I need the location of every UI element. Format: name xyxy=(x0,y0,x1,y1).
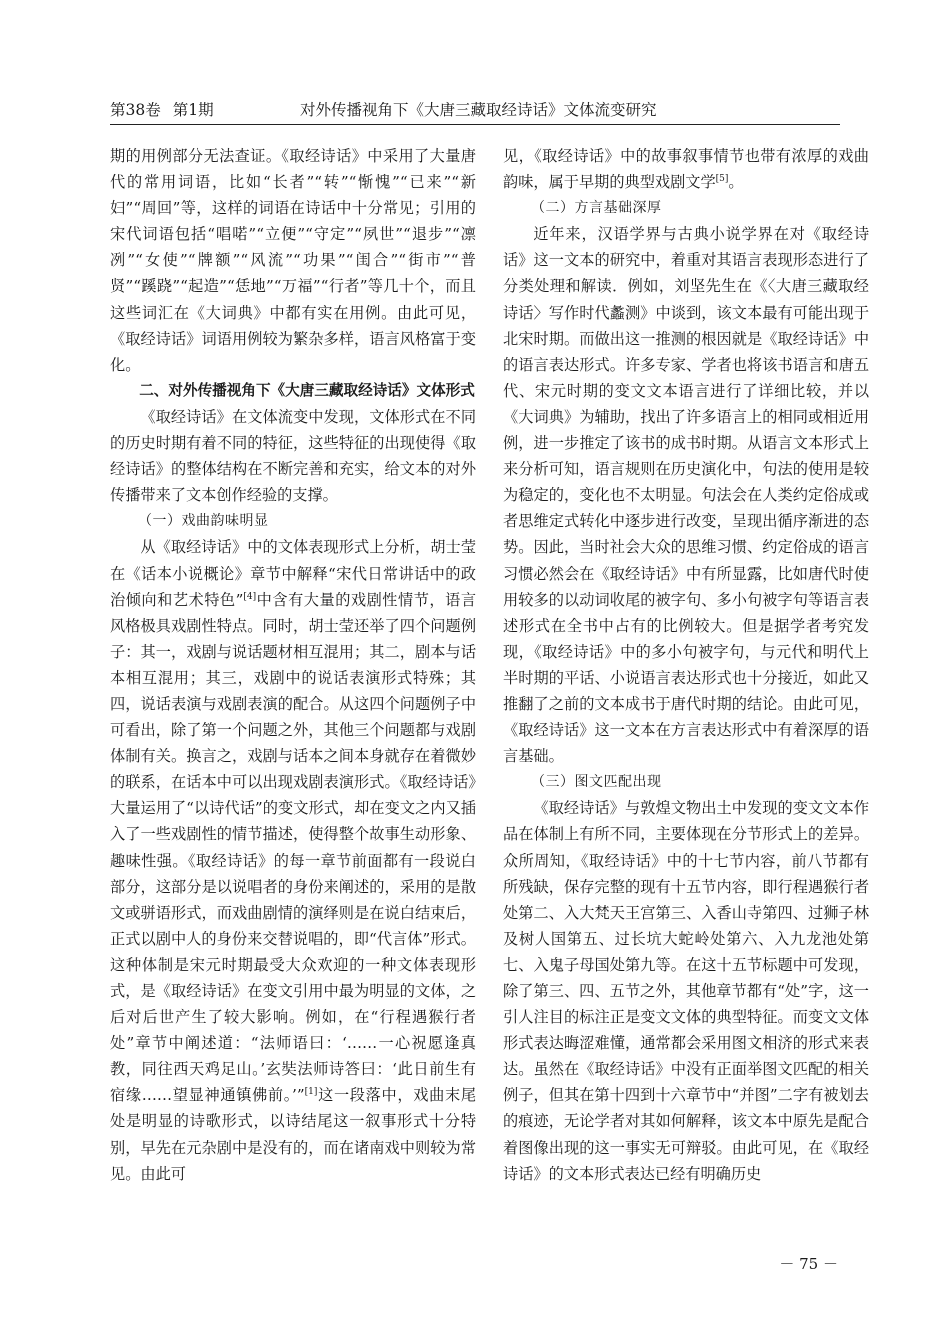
right-column xyxy=(503,143,869,1187)
page-number: － 75 － xyxy=(779,1255,838,1273)
citation-5: [5] xyxy=(715,174,729,185)
paragraph-image-text: 《取经诗话》与敦煌文物出土中发现的变文文本作品在体制上有所不同，主要体现在分节形式上的差异。众所周知，《取经诗话》中的十七节内容，前八节都有所残缺，保存完整的现有十五节内容，即行程遇猴行者处第二、入大梵天王宫第三、入香山寺第四、过狮子林及树人国第五、过长坑大蛇岭处第六、入九龙池处第七、入鬼子母国处第九等。在这十五节标题中可发现，除了第三、四、五节之外，其他章节都有“处”字，这一引人注目的标注正是变文文体的典型特征。而变文文体形式表达晦涩难懂，通常都会采用图文相济的形式来表达。虽然在《取经诗话》中没有正面举图文匹配的相关例子，但其在第十四到十六章节中“并图”二字有被划去的痕迹，无论学者对其如何解释，该文本中原先是配合着图像出现的这一事实无可辩驳。由此可见，在《取经诗话》的文本形式表达已经有明确历史 xyxy=(503,799,869,1183)
article-title: 对外传播视角下《大唐三藏取经诗话》文体流变研究 xyxy=(300,101,657,119)
issue-label: 第1期 xyxy=(172,101,214,119)
journal-issue xyxy=(110,98,214,122)
subsection-heading-dialect: （二）方言基础深厚 xyxy=(531,200,662,217)
paragraph-opera-part-c: 这一段落中，戏曲末尾处是明显的诗歌形式，以诗结尾这一叙事形式十分特别，早先在元杂剧中是没有的，而在诸南戏中则较为常见。由此可 xyxy=(110,1086,477,1183)
paragraph-continued: 期的用例部分无法查证。《取经诗话》中采用了大量唐代的常用词语，比如“长者”“转”“惭愧”“已来”“新妇”“周回”等，这样的词语在诗话中十分常见；引用的宋代词语包括“唱喏”“立便”“守定”“夙世”“退步”“凛冽”“女使”“牌额”“风流”“功果”“闺合”“街市”“普贤”“蹊跷”“起造”“恁地”“万福”“行者”等几十个，而且这些词汇在《大词典》中都有实在用例。由此可见，《取经诗话》词语用例较为繁杂多样，语言风格富于变化。 xyxy=(110,147,476,374)
paragraph-opera-end xyxy=(503,143,869,195)
paragraph-opera-part-b: 中含有大量的戏剧性情节，语言风格极具戏剧性特点。同时，胡士莹还举了四个问题例子：其一，戏剧与说话题材相互混用；其二，剧本与话本相互混用；其三，戏剧中的说话表演形式特殊；其四，说话表演与戏剧表演的配合。从这四个问题例子中可看出，除了第一个问题之外，其他三个问题都与戏剧体制有关。换言之，戏剧与话本之间本身就存在着微妙的联系，在话本中可以出现戏剧表演形式。《取经诗话》大量运用了“以诗代话”的变文形式，却在变文之内又插入了一些戏剧性的情节描述，使得整个故事生动形象、趣味性强。《取经诗话》的每一章节前面都有一段说白部分，这部分是以说唱者的身份来阐述的，采用的是散文或骈语形式，而戏曲剧情的演绎则是在说白结束后，正式以剧中人的身份来交替说唱的，即“代言体”形式。这种体制是宋元时期最受大众欢迎的一种文体表现形式，是《取经诗话》在变文引用中最为明显的文体，之后对后世产生了较大影响。例如，在“行程遇猴行者处”章节中阐述道：“法师语曰：‘……一心祝愿逢真教，同往西天鸡足山。’玄奘法师诗答曰：‘此日前生有宿缘……望显神通镇佛前。’” xyxy=(110,590,477,1105)
running-header xyxy=(110,98,840,125)
citation-1: [1] xyxy=(304,1087,318,1098)
paragraph-opera xyxy=(110,534,476,1186)
subsection-heading-opera: （一）戏曲韵味明显 xyxy=(138,513,269,530)
paragraph-dialect: 近年来，汉语学界与古典小说学界在对《取经诗话》这一文本的研究中，着重对其语言表现形态进行了分类处理和解读．例如，刘坚先生在《〈大唐三藏取经诗话〉写作时代蠡测》中谈到，该文本最有可能出现于北宋时期。而做出这一推测的根因就是《取经诗话》中的语言表达形式。许多专家、学者也将该书语言和唐五代、宋元时期的变文文本语言进行了详细比较，并以《大词典》为辅助，找出了许多语言上的相同或相近用例，进一步推定了该书的成书时期。从语言文本形式上来分析可知，语言规则在历史演化中，句法的使用是较为稳定的，变化也不太明显。句法会在人类约定俗成或者思维定式转化中逐步进行改变，呈现出循序渐进的态势。因此，当时社会大众的思维习惯、约定俗成的语言习惯必然会在《取经诗话》中有所显露，比如唐代时使用较多的以动词收尾的被字句、多小句被字句等语言表述形式在全书中占有的比例较大。但是据学者考究发现，《取经诗话》中的多小句被字句，与元代和明代上半时期的平话、小说语言表达形式也十分接近，如此又推翻了之前的文本成书于唐代时期的结论。由此可见，《取经诗话》这一文本在方言表达形式中有着深厚的语言基础。 xyxy=(503,225,869,766)
volume-label: 第38卷 xyxy=(110,101,161,119)
paragraph-opera-end-text: 见，《取经诗话》中的故事叙事情节也带有浓厚的戏曲韵味，属于早期的典型戏剧文学 xyxy=(503,147,869,192)
paragraph-section-intro: 《取经诗话》在文体流变中发现，文体形式在不同的历史时期有着不同的特征，这些特征的出现使得《取经诗话》的整体结构在不断完善和充实，给文本的对外传播带来了文本创作经验的支撑。 xyxy=(110,407,476,505)
subsection-heading-image-text: （三）图文匹配出现 xyxy=(531,774,662,791)
section-heading-2: 二、对外传播视角下《大唐三藏取经诗话》文体形式 xyxy=(139,381,475,399)
paragraph-opera-part-a: 从《取经诗话》中的文体表现形式上分析，胡士莹在《话本小说概论》章节中解释“宋代日常讲话中的政治倾向和艺术特色” xyxy=(110,538,476,609)
paragraph-opera-end-period: 。 xyxy=(728,173,744,192)
citation-4: [4] xyxy=(243,591,257,602)
left-column xyxy=(110,143,476,1187)
